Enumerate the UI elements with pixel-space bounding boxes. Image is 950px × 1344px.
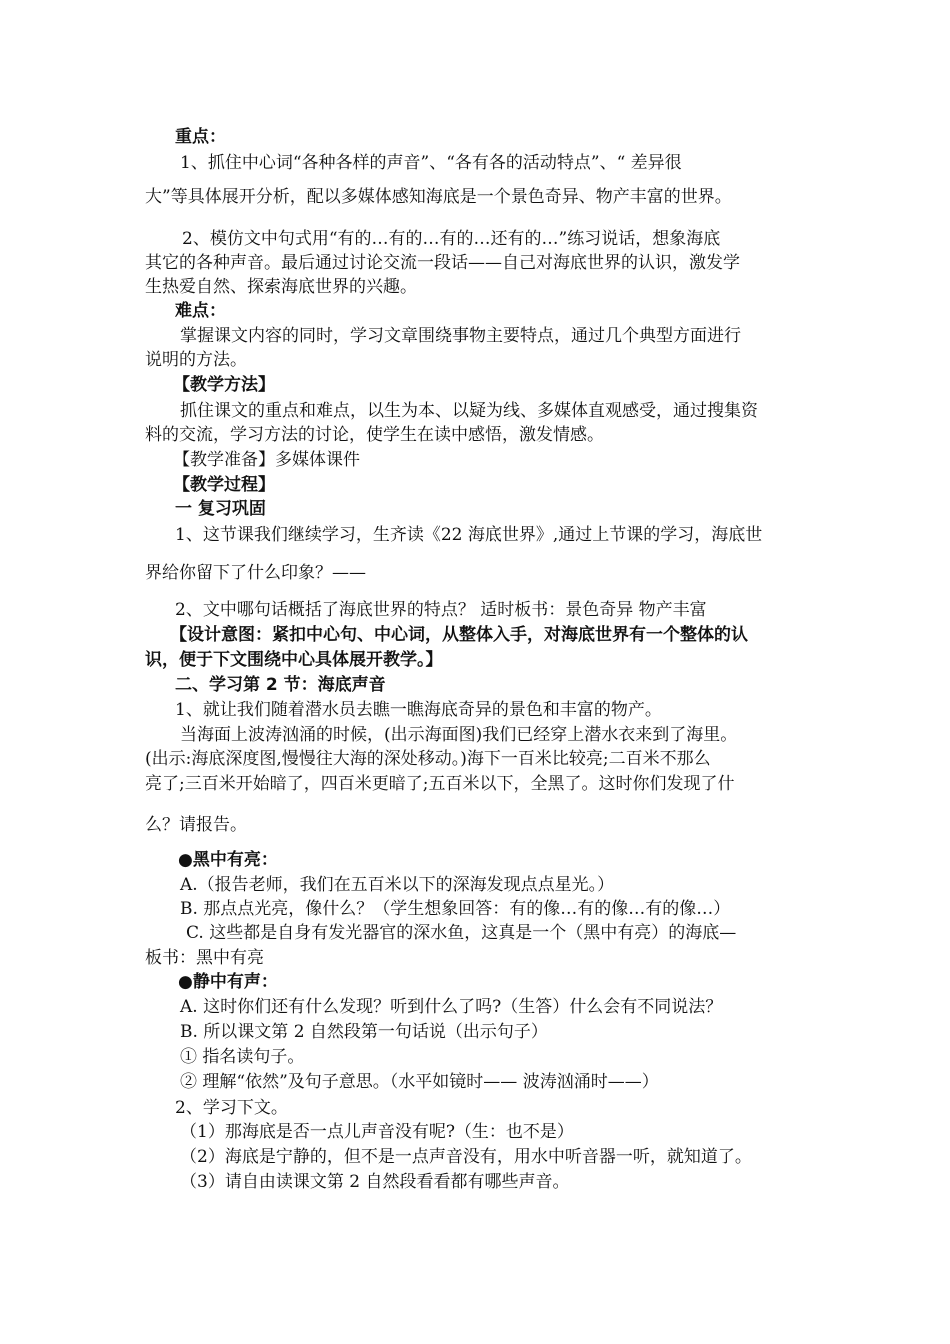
text-line: (出示:海底深度图,慢慢往大海的深处移动。)海下一百米比较亮;二百米不那么 — [145, 749, 711, 769]
text-line: 生热爱自然、探索海底世界的兴趣。 — [145, 277, 417, 297]
heading-line: 一 复习巩固 — [175, 499, 266, 519]
text-line: 当海面上波涛汹涌的时候，(出示海面图)我们已经穿上潜水衣来到了海里。 — [180, 725, 738, 745]
text-line: 2、学习下文。 — [175, 1098, 288, 1118]
text-line: 大”等具体展开分析，配以多媒体感知海底是一个景色奇异、物产丰富的世界。 — [145, 187, 732, 207]
text-line: ② 理解“依然”及句子意思。（水平如镜时—— 波涛汹涌时——） — [180, 1072, 659, 1092]
text-line: 么？请报告。 — [145, 815, 247, 835]
heading-line: 【教学过程】 — [173, 475, 275, 495]
text-line: 其它的各种声音。最后通过讨论交流一段话——自己对海底世界的认识，激发学 — [145, 253, 740, 273]
text-line: 掌握课文内容的同时，学习文章围绕事物主要特点，通过几个典型方面进行 — [180, 326, 741, 346]
heading-line: 【教学方法】 — [173, 375, 275, 395]
text-line: 2、模仿文中句式用“有的…有的…有的…还有的…”练习说话，想象海底 — [182, 229, 721, 249]
text-line: 2、文中哪句话概括了海底世界的特点？ 适时板书：景色奇异 物产丰富 — [175, 600, 707, 620]
heading-line: 重点： — [175, 127, 226, 147]
text-line: 料的交流，学习方法的讨论，使学生在读中感悟，激发情感。 — [145, 425, 604, 445]
text-line: （3）请自由读课文第 2 自然段看看都有哪些声音。 — [180, 1172, 570, 1192]
heading-line: ●静中有声： — [178, 972, 278, 992]
heading-line: ●黑中有亮： — [178, 850, 278, 870]
heading-line: 识，便于下文围绕中心具体展开教学。】 — [145, 650, 443, 670]
heading-line: 【设计意图：紧扣中心句、中心词，从整体入手，对海底世界有一个整体的认 — [170, 625, 748, 645]
text-line: （1）那海底是否一点儿声音没有呢?（生：也不是） — [180, 1122, 574, 1142]
heading-line: 难点： — [175, 301, 226, 321]
text-line: 板书：黑中有亮 — [145, 948, 264, 968]
text-line: A. 这时你们还有什么发现？听到什么了吗?（生答）什么会有不同说法？ — [180, 997, 723, 1017]
text-line: 界给你留下了什么印象？—— — [145, 563, 366, 583]
text-line: 抓住课文的重点和难点，以生为本、以疑为线、多媒体直观感受，通过搜集资 — [180, 401, 758, 421]
heading-line: 二、学习第 2 节：海底声音 — [175, 675, 386, 695]
text-line: 1、就让我们随着潜水员去瞧一瞧海底奇异的景色和丰富的物产。 — [175, 700, 662, 720]
text-line: B. 所以课文第 2 自然段第一句话说（出示句子） — [180, 1022, 548, 1042]
text-line: A.（报告老师，我们在五百米以下的深海发现点点星光。） — [180, 875, 615, 895]
text-line: 亮了;三百米开始暗了，四百米更暗了;五百米以下，全黑了。这时你们发现了什 — [145, 774, 735, 794]
text-line: C. 这些都是自身有发光器官的深水鱼，这真是一个（黑中有亮）的海底— — [186, 923, 737, 943]
text-line: 1、这节课我们继续学习，生齐读《22 海底世界》,通过上节课的学习，海底世 — [175, 525, 763, 545]
text-line: 说明的方法。 — [145, 350, 247, 370]
text-line: 1、抓住中心词“各种各样的声音”、“各有各的活动特点”、“ 差异很 — [180, 153, 682, 173]
text-line: 【教学准备】多媒体课件 — [173, 450, 360, 470]
text-line: （2）海底是宁静的，但不是一点声音没有，用水中听音器一听，就知道了。 — [180, 1147, 752, 1167]
text-line: ① 指名读句子。 — [180, 1047, 305, 1067]
text-line: B. 那点点光亮，像什么？（学生想象回答：有的像…有的像…有的像…） — [180, 899, 731, 919]
